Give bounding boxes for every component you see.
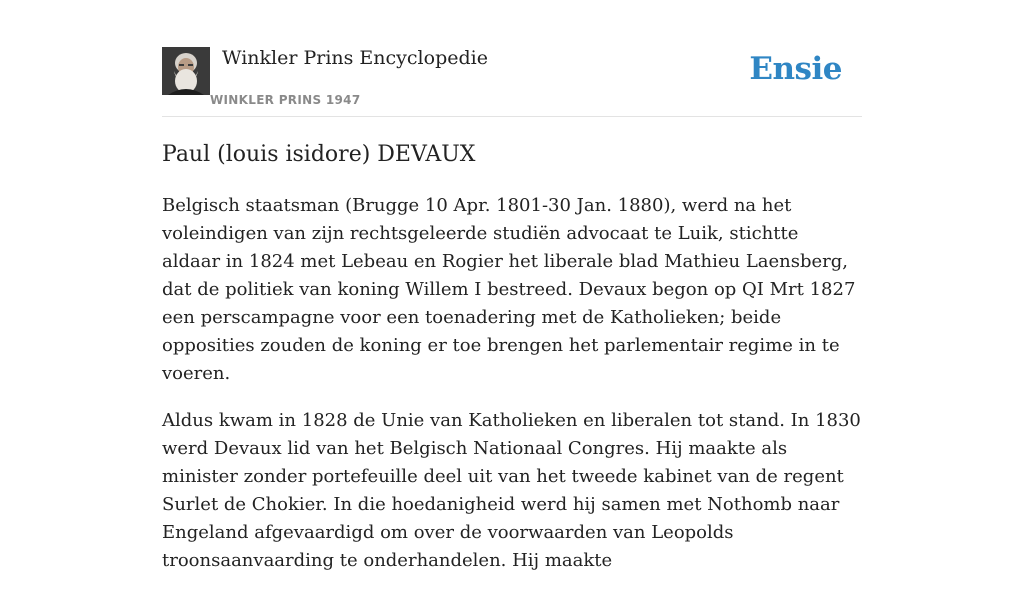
- article-paragraph: Aldus kwam in 1828 de Unie van Katholieken en liberalen tot stand. In 1830 werd Devaux lid van het Belgisch Nationaal Congres. Hij maakte als minister zonder portefeuille deel uit van het tweede kabinet van de regent Surlet de Chokier. In die hoedanigheid werd hij samen met Nothomb naar Engeland afgevaardigd om over de voorwaarden van Leopolds troonsaanvaarding te onderhandelen. Hij maakte: [162, 410, 861, 571]
- article-paragraph: Belgisch staatsman (Brugge 10 Apr. 1801-30 Jan. 1880), werd na het voleindigen van zijn rechtsgeleerde studiën advocaat te Luik, stichtte aldaar in 1824 met Lebeau en Rogier het liberale blad Mathieu Laensberg, dat de politiek van koning Willem I bestreed. Devaux begon op QI Mrt 1827 een perscampagne voor een toenadering met de Katholieken; beide opposities zouden de koning er toe brengen het parlementair regime in te voeren.: [162, 195, 856, 384]
- source-avatar[interactable]: [162, 47, 210, 95]
- ensie-logo[interactable]: Ensie: [749, 51, 842, 87]
- source-title[interactable]: Winkler Prins Encyclopedie: [222, 47, 488, 69]
- page-container: [162, 0, 862, 571]
- article-body: [162, 192, 862, 594]
- source-header: [162, 0, 862, 117]
- bearded-man-portrait-icon: [162, 47, 210, 95]
- article-title: Paul (louis isidore) DEVAUX: [162, 142, 476, 167]
- source-edition: WINKLER PRINS 1947: [210, 93, 361, 107]
